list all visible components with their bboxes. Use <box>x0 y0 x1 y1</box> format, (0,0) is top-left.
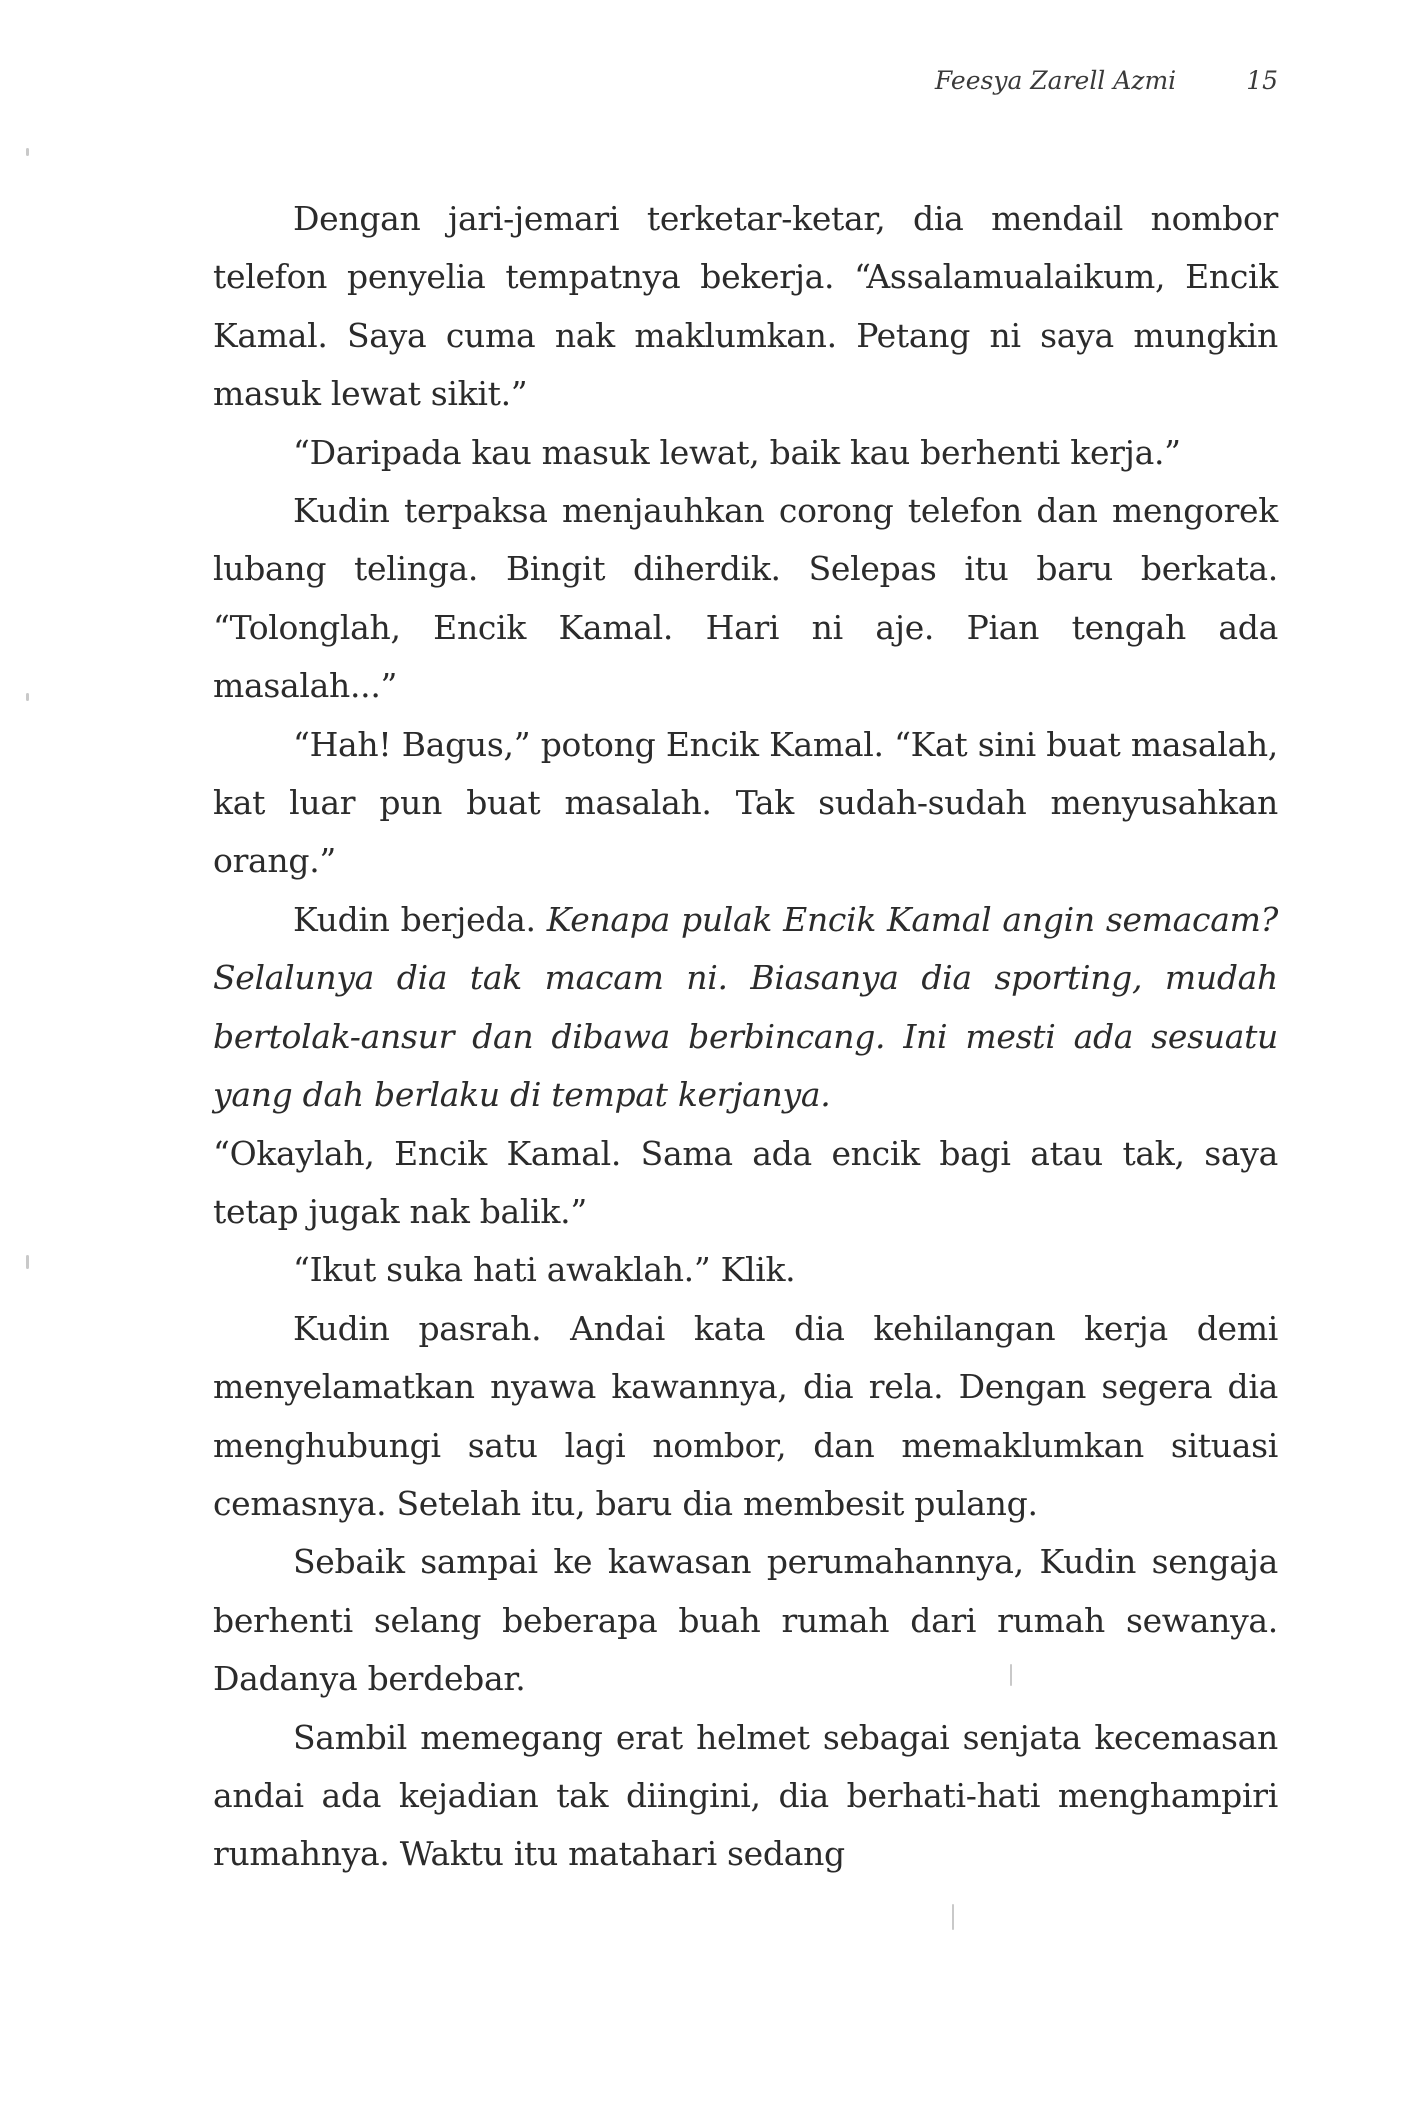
author-name: Feesya Zarell Azmi <box>934 66 1177 95</box>
paragraph: Sebaik sampai ke kawasan perumahannya, Kudin sengaja berhenti selang beberapa buah rumah dari rumah sewanya. Dadanya berdebar. <box>213 1542 1278 1699</box>
paragraph-trail: “Okaylah, Encik Kamal. Sama ada encik bagi atau tak, saya tetap jugak nak balik.” <box>213 1133 1278 1231</box>
scan-speck <box>1010 1664 1012 1686</box>
paragraph: Kudin terpaksa menjauhkan corong telefon dan mengorek lubang telinga. Bingit diherdik. Selepas itu baru berkata. “Tolonglah, Encik Kamal. Hari ni aje. Pian tengah ada masalah...” <box>213 491 1278 706</box>
paragraph: “Ikut suka hati awaklah.” Klik. <box>293 1250 796 1290</box>
paragraph: Kudin pasrah. Andai kata dia kehilangan kerja demi menyelamatkan nyawa kawannya, dia rela. Dengan segera dia menghubungi satu lagi nombor, dan memaklumkan situasi cemasnya. Setelah itu, baru dia membesit pulang. <box>213 1308 1278 1523</box>
paragraph: Sambil memegang erat helmet sebagai senjata kecemasan andai ada kejadian tak diingini, dia berhati-hati menghampiri rumahnya. Waktu itu matahari sedang <box>213 1717 1278 1874</box>
scan-speck <box>26 693 29 701</box>
paragraph-italic-thought: Kenapa pulak Encik Kamal angin semacam? Selalunya dia tak macam ni. Biasanya dia sporting, mudah bertolak-ansur dan dibawa berbincang. Ini mesti ada sesuatu yang dah berlaku di tempat kerjanya. <box>213 899 1278 1115</box>
paragraph: “Hah! Bagus,” potong Encik Kamal. “Kat sini buat masalah, kat luar pun buat masalah. Tak sudah-sudah menyusahkan orang.” <box>213 724 1278 881</box>
scan-speck <box>952 1904 954 1930</box>
scan-speck <box>26 148 29 156</box>
running-head <box>0 66 1278 95</box>
scan-speck <box>26 1255 29 1269</box>
page-number: 15 <box>1246 66 1278 95</box>
body-text <box>213 190 1278 1884</box>
paragraph-lead: Kudin berjeda. <box>293 899 536 939</box>
paragraph: “Daripada kau masuk lewat, baik kau berhenti kerja.” <box>293 432 1181 472</box>
paragraph: Dengan jari-jemari terketar-ketar, dia mendail nombor telefon penyelia tempatnya bekerja. “Assalamualaikum, Encik Kamal. Saya cuma nak maklumkan. Petang ni saya mungkin masuk lewat sikit.” <box>213 199 1278 414</box>
paragraph-mixed <box>213 891 1278 1241</box>
